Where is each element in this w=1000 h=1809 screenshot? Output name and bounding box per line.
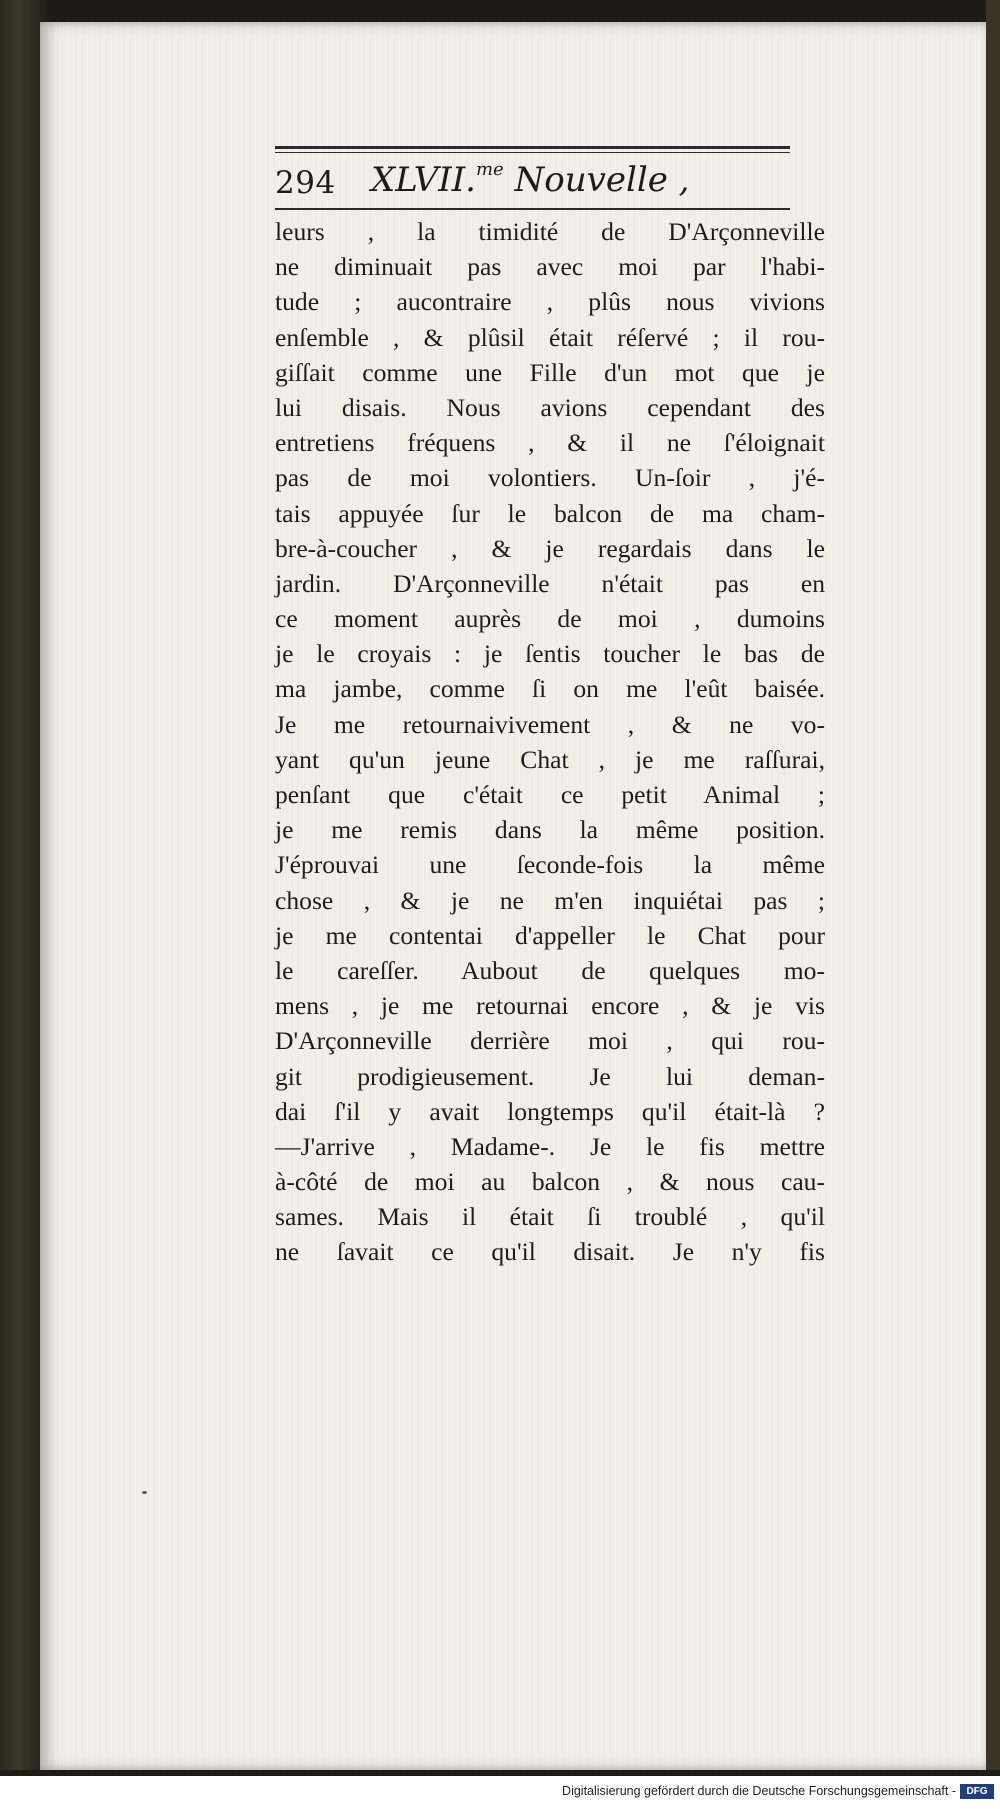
text-line: pas de moi volontiers. Un-ſoir , j'é- — [275, 463, 825, 493]
text-line: penſant que c'était ce petit Animal ; — [275, 780, 825, 809]
text-line: je le croyais : je ſentis toucher le bas de — [275, 639, 825, 669]
running-title — [371, 159, 689, 200]
running-title-sup: me — [475, 159, 504, 180]
header-bottom-rule — [275, 208, 790, 210]
text-line: D'Arçonneville derrière moi , qui rou- — [275, 1026, 825, 1056]
header-top-rule-thin — [275, 152, 790, 153]
text-line: giſſait comme une Fille d'un mot que je — [275, 357, 825, 387]
text-line: ce moment auprès de moi , dumoins — [275, 604, 825, 634]
text-line: ne ſavait ce qu'il disait. Je n'y fis — [275, 1237, 825, 1267]
text-line: leurs , la timidité de D'Arçonneville — [275, 217, 825, 246]
paper-speck — [142, 1491, 147, 1494]
text-line: je me remis dans la même position. — [275, 815, 825, 845]
text-line: —J'arrive , Madame-. Je le fis mettre — [275, 1131, 825, 1161]
text-line: à-côté de moi au balcon , & nous cau- — [275, 1167, 825, 1197]
running-title-rest: Nouvelle , — [503, 160, 690, 200]
text-line: tude ; aucontraire , plûs nous vivions — [275, 287, 825, 317]
text-line: J'éprouvai une ſeconde-fois la même — [275, 850, 825, 880]
text-line: le careſſer. Aubout de quelques mo- — [275, 955, 825, 985]
text-line: ne diminuait pas avec moi par l'habi- — [275, 252, 825, 282]
text-line: jardin. D'Arçonneville n'était pas en — [275, 568, 825, 598]
digitization-footer — [0, 1776, 1000, 1809]
page-right-edge — [986, 0, 1000, 1770]
text-line: yant qu'un jeune Chat , je me raſſurai, — [275, 744, 825, 774]
text-line: sames. Mais il était ſi troublé , qu'il — [275, 1202, 825, 1232]
digitization-credit: Digitalisierung gefördert durch die Deutsche Forschungsgemeinschaft - — [562, 1784, 956, 1798]
text-line: entretiens fréquens , & il ne ſ'éloignait — [275, 428, 825, 458]
running-header — [275, 155, 795, 207]
text-line: ma jambe, comme ſi on me l'eût baisée. — [275, 674, 825, 704]
text-line: dai ſ'il y avait longtemps qu'il était-là ? — [275, 1096, 825, 1126]
text-line: je me contentai d'appeller le Chat pour — [275, 920, 825, 950]
body-text — [275, 214, 825, 1270]
dfg-logo-badge: DFG — [960, 1784, 994, 1799]
running-title-main: XLVII. — [371, 160, 476, 200]
text-line: lui disais. Nous avions cependant des — [275, 392, 825, 422]
header-top-rule — [275, 146, 790, 149]
text-line: tais appuyée ſur le balcon de ma cham- — [275, 498, 825, 528]
page-number: 294 — [275, 165, 336, 201]
text-line: bre-à-coucher , & je regardais dans le — [275, 533, 825, 563]
text-line: mens , je me retournai encore , & je vis — [275, 991, 825, 1021]
text-line: chose , & je ne m'en inquiétai pas ; — [275, 885, 825, 915]
text-line: Je me retournaivivement , & ne vo- — [275, 709, 825, 739]
text-line: enſemble , & plûsil était réſervé ; il rou- — [275, 322, 825, 352]
text-line: git prodigieusement. Je lui deman- — [275, 1061, 825, 1091]
